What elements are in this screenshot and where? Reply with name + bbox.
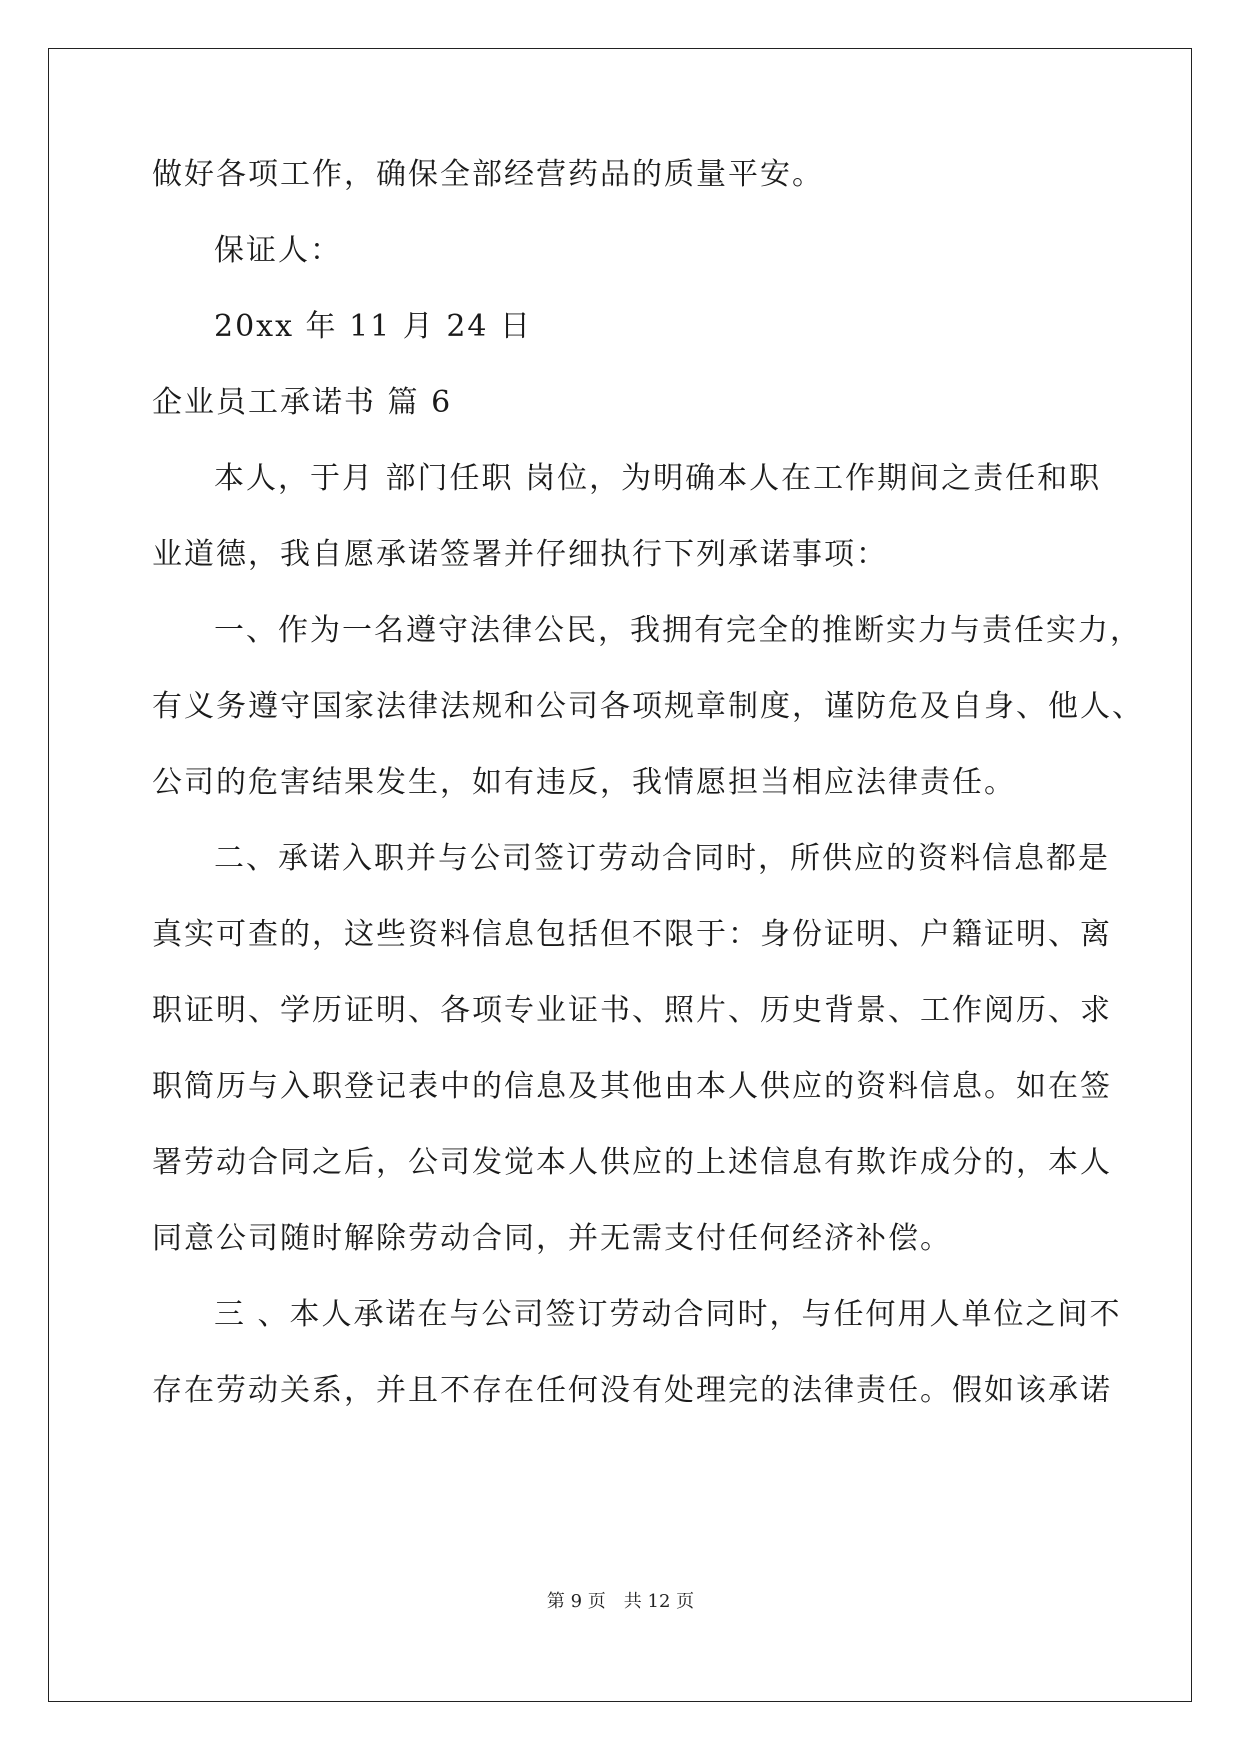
page-number: 第 9 页	[546, 1591, 606, 1612]
body-line: 三 、本人承诺在与公司签订劳动合同时，与任何用人单位之间不	[214, 1297, 1122, 1332]
body-line: 同意公司随时解除劳动合同，并无需支付任何经济补偿。	[152, 1221, 952, 1256]
body-line: 有义务遵守国家法律法规和公司各项规章制度，谨防危及自身、他人、	[152, 689, 1144, 724]
body-line: 署劳动合同之后，公司发觉本人供应的上述信息有欺诈成分的，本人	[152, 1145, 1112, 1180]
body-line: 职证明、学历证明、各项专业证书、照片、历史背景、工作阅历、求	[152, 993, 1112, 1028]
date-line: 20xx 年 11 月 24 日	[214, 309, 533, 344]
body-line: 公司的危害结果发生，如有违反，我情愿担当相应法律责任。	[152, 765, 1016, 800]
page-total: 共 12 页	[623, 1591, 695, 1612]
body-line: 业道德，我自愿承诺签署并仔细执行下列承诺事项：	[152, 537, 888, 572]
body-line: 职简历与入职登记表中的信息及其他由本人供应的资料信息。如在签	[152, 1069, 1112, 1104]
section-title: 企业员工承诺书 篇 6	[152, 385, 453, 420]
body-line: 本人，于月 部门任职 岗位，为明确本人在工作期间之责任和职	[214, 461, 1102, 496]
body-line: 二、承诺入职并与公司签订劳动合同时，所供应的资料信息都是	[214, 841, 1110, 876]
body-line: 做好各项工作，确保全部经营药品的质量平安。	[152, 157, 824, 192]
page-footer	[0, 1591, 1241, 1613]
body-line: 存在劳动关系，并且不存在任何没有处理完的法律责任。假如该承诺	[152, 1373, 1112, 1408]
body-line: 一、作为一名遵守法律公民，我拥有完全的推断实力与责任实力，	[214, 613, 1142, 648]
body-line: 真实可查的，这些资料信息包括但不限于：身份证明、户籍证明、离	[152, 917, 1112, 952]
guarantor-label: 保证人：	[214, 233, 342, 268]
